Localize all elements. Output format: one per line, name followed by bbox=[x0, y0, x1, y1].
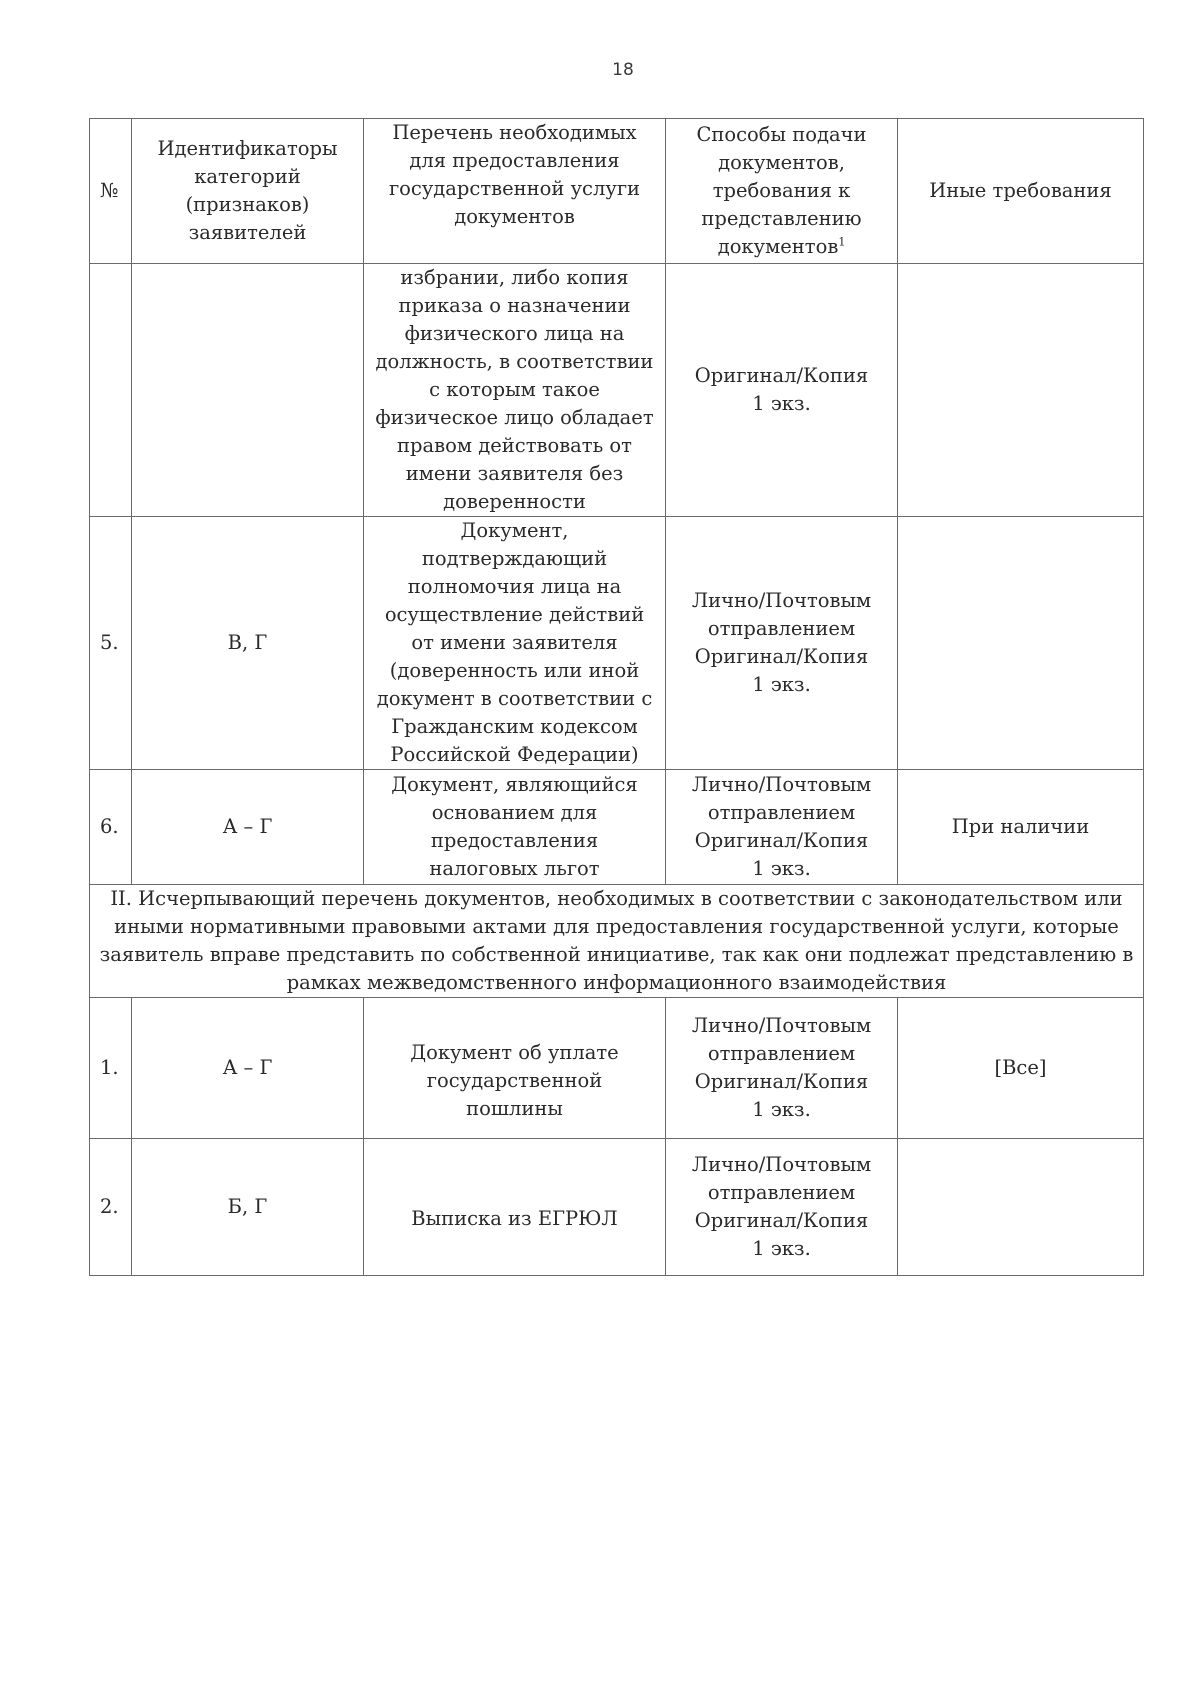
row-methods bbox=[666, 264, 898, 517]
header-documents-line: государственной услуги bbox=[388, 177, 641, 200]
row-number: 5. bbox=[90, 517, 132, 770]
row-number: 6. bbox=[90, 770, 132, 885]
row-documents-line: имени заявителя без bbox=[405, 462, 624, 485]
row-number: 2. bbox=[90, 1139, 132, 1276]
row-documents-line: государственной bbox=[426, 1069, 603, 1092]
row-documents bbox=[364, 1139, 666, 1276]
row-documents-line: предоставления bbox=[430, 829, 599, 852]
row-documents-line: Гражданским кодексом bbox=[391, 715, 638, 738]
row-methods-line: отправлением bbox=[707, 1042, 856, 1065]
row-documents bbox=[364, 517, 666, 770]
row-documents bbox=[364, 998, 666, 1139]
section-heading-row bbox=[90, 885, 1144, 998]
table-row bbox=[90, 1139, 1144, 1276]
row-methods-line: 1 экз. bbox=[752, 857, 811, 880]
row-methods-line: отправлением bbox=[707, 801, 856, 824]
header-methods-line: Способы подачи bbox=[696, 123, 867, 146]
row-categories: В, Г bbox=[132, 517, 364, 770]
row-methods-line: 1 экз. bbox=[752, 1237, 811, 1260]
header-methods-line: требования к bbox=[712, 179, 851, 202]
row-documents-line: избрании, либо копия bbox=[400, 266, 629, 289]
row-other: [Все] bbox=[898, 998, 1144, 1139]
row-documents-line: Российской Федерации) bbox=[390, 743, 639, 766]
row-documents-line: пошлины bbox=[466, 1097, 563, 1120]
row-methods-line: Лично/Почтовым bbox=[691, 773, 872, 796]
row-methods bbox=[666, 517, 898, 770]
row-methods-line: 1 экз. bbox=[752, 673, 811, 696]
table-row bbox=[90, 517, 1144, 770]
header-documents-line: Перечень необходимых bbox=[392, 121, 637, 144]
row-methods-line: Лично/Почтовым bbox=[691, 1014, 872, 1037]
header-documents bbox=[364, 119, 666, 264]
row-other bbox=[898, 264, 1144, 517]
header-categories-line: (признаков) bbox=[185, 193, 310, 216]
row-other bbox=[898, 1139, 1144, 1276]
header-categories bbox=[132, 119, 364, 264]
header-categories-line: Идентификаторы bbox=[157, 137, 338, 160]
row-methods-line: 1 экз. bbox=[752, 1098, 811, 1121]
row-documents-line: Документ об уплате bbox=[410, 1041, 619, 1064]
header-categories-line: заявителей bbox=[188, 221, 307, 244]
header-other: Иные требования bbox=[898, 119, 1144, 264]
row-number bbox=[90, 264, 132, 517]
row-documents-line: физическое лицо обладает bbox=[375, 406, 654, 429]
row-methods bbox=[666, 1139, 898, 1276]
header-methods-line: документов, bbox=[718, 151, 845, 174]
row-documents bbox=[364, 264, 666, 517]
row-categories: А – Г bbox=[132, 998, 364, 1139]
table-row bbox=[90, 998, 1144, 1139]
row-documents-line: должность, в соответствии bbox=[375, 350, 654, 373]
row-documents-line: с которым такое bbox=[429, 378, 600, 401]
row-methods-line: Лично/Почтовым bbox=[691, 589, 872, 612]
header-documents-line: для предоставления bbox=[409, 149, 620, 172]
page-number: 18 bbox=[612, 60, 634, 80]
row-categories bbox=[132, 264, 364, 517]
row-methods-line: Оригинал/Копия bbox=[694, 645, 869, 668]
row-documents-line: доверенности bbox=[443, 490, 586, 513]
row-methods-line: Лично/Почтовым bbox=[691, 1153, 872, 1176]
row-documents-line: приказа о назначении bbox=[398, 294, 631, 317]
documents-table bbox=[89, 118, 1144, 1276]
header-documents-line: документов bbox=[454, 205, 575, 228]
row-methods-line: отправлением bbox=[707, 617, 856, 640]
table-row bbox=[90, 264, 1144, 517]
row-methods-line: 1 экз. bbox=[752, 392, 811, 415]
row-documents-line: основанием для bbox=[431, 801, 598, 824]
row-methods-line: Оригинал/Копия bbox=[694, 1209, 869, 1232]
table-header-row bbox=[90, 119, 1144, 264]
row-methods-line: Оригинал/Копия bbox=[694, 1070, 869, 1093]
header-categories-line: категорий bbox=[194, 165, 301, 188]
row-methods-line: отправлением bbox=[707, 1181, 856, 1204]
section-heading-line: II. Исчерпывающий перечень документов, необходимых в соответствии с законодательством или bbox=[110, 887, 1123, 910]
row-documents-line: Документ, bbox=[460, 519, 569, 542]
row-documents-line: осуществление действий bbox=[384, 603, 645, 626]
row-documents-line: полномочия лица на bbox=[407, 575, 622, 598]
section-heading-line: иными нормативными правовыми актами для предоставления государственной услуги, которые bbox=[114, 915, 1119, 938]
row-categories: А – Г bbox=[132, 770, 364, 885]
row-documents-line: Выписка из ЕГРЮЛ bbox=[411, 1207, 618, 1230]
row-documents-line: подтверждающий bbox=[421, 547, 608, 570]
header-methods bbox=[666, 119, 898, 264]
row-methods bbox=[666, 770, 898, 885]
header-number: № bbox=[90, 119, 132, 264]
section-heading-line: заявитель вправе представить по собственной инициативе, так как они подлежат представлению в bbox=[99, 943, 1134, 966]
row-documents bbox=[364, 770, 666, 885]
row-documents-line: документ в соответствии с bbox=[376, 687, 653, 710]
row-methods-line: Оригинал/Копия bbox=[694, 829, 869, 852]
row-documents-line: Документ, являющийся bbox=[391, 773, 638, 796]
row-documents-line: (доверенность или иной bbox=[389, 659, 640, 682]
row-methods bbox=[666, 998, 898, 1139]
row-number: 1. bbox=[90, 998, 132, 1139]
row-documents-line: от имени заявителя bbox=[411, 631, 618, 654]
table-row bbox=[90, 770, 1144, 885]
row-categories: Б, Г bbox=[132, 1139, 364, 1276]
row-other bbox=[898, 517, 1144, 770]
footnote-marker: 1 bbox=[838, 235, 846, 249]
header-methods-line bbox=[670, 233, 893, 261]
row-methods-line: Оригинал/Копия bbox=[694, 364, 869, 387]
section-heading-line: рамках межведомственного информационного взаимодействия bbox=[286, 971, 947, 994]
section-heading bbox=[90, 885, 1144, 998]
row-documents-line: налоговых льгот bbox=[429, 857, 600, 880]
header-methods-last-word: документов bbox=[717, 235, 839, 258]
row-documents-line: правом действовать от bbox=[397, 434, 632, 457]
header-methods-line: представлению bbox=[701, 207, 862, 230]
row-documents-line: физического лица на bbox=[404, 322, 625, 345]
row-other: При наличии bbox=[898, 770, 1144, 885]
